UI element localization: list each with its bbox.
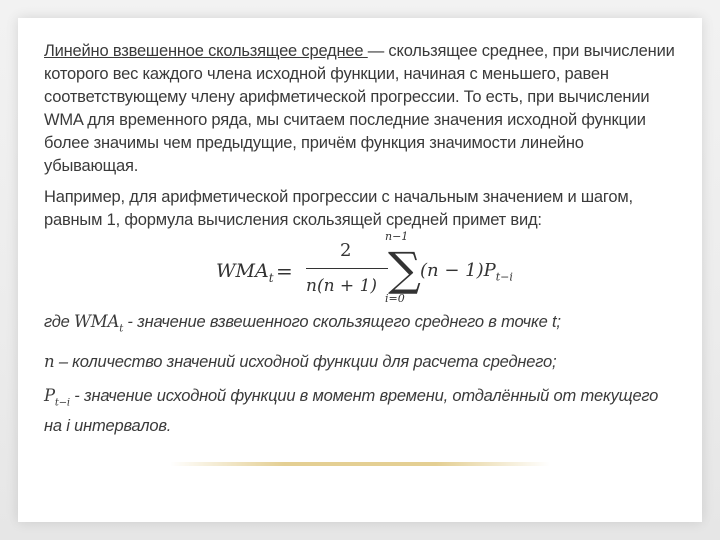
- definition-paragraph: [44, 40, 680, 178]
- definition-wma: где $WMA_t$ - значение взвешенного скользящего среднего в точке t;: [44, 312, 561, 335]
- fraction-bar: [306, 268, 388, 269]
- formula-numerator: 2: [340, 240, 352, 261]
- formula-equals: =: [276, 259, 293, 283]
- formula-lhs: $WMA_t$: [216, 260, 274, 285]
- sigma-icon: ∑: [388, 242, 421, 296]
- formula-summand: $(n - 1)P_{t-i}$: [420, 260, 513, 284]
- sum-upper-limit: n−1: [385, 230, 409, 243]
- formula-denominator: n(n + 1): [306, 276, 378, 296]
- gold-divider-line: [170, 462, 550, 466]
- term-wma: Линейно взвешенное скользящее среднее: [44, 42, 368, 60]
- slide-content: [44, 40, 680, 448]
- definition-text: — скользящее среднее, при вычислении которого вес каждого члена исходной функции, начиная с меньшего, равен соответствующему члену арифметической прогрессии. То есть, при вычислении WMA для временного ряда, мы считаем последние значения исходной функции более значимы чем предыдущие, причём функция значимости линейно убывающая.: [44, 42, 675, 175]
- sum-lower-limit: i=0: [385, 292, 405, 305]
- definition-p: $P_{t-i}$ - значение исходной функции в момент времени, отдалённый от текущего на i интервалов.: [44, 386, 659, 435]
- wma-formula: [44, 230, 680, 310]
- definition-n: n – количество значений исходной функции для расчета среднего;: [44, 352, 557, 372]
- example-paragraph: Например, для арифметической прогрессии с начальным значением и шагом, равным 1, формула вычисления скользящей средней примет вид:: [44, 188, 633, 229]
